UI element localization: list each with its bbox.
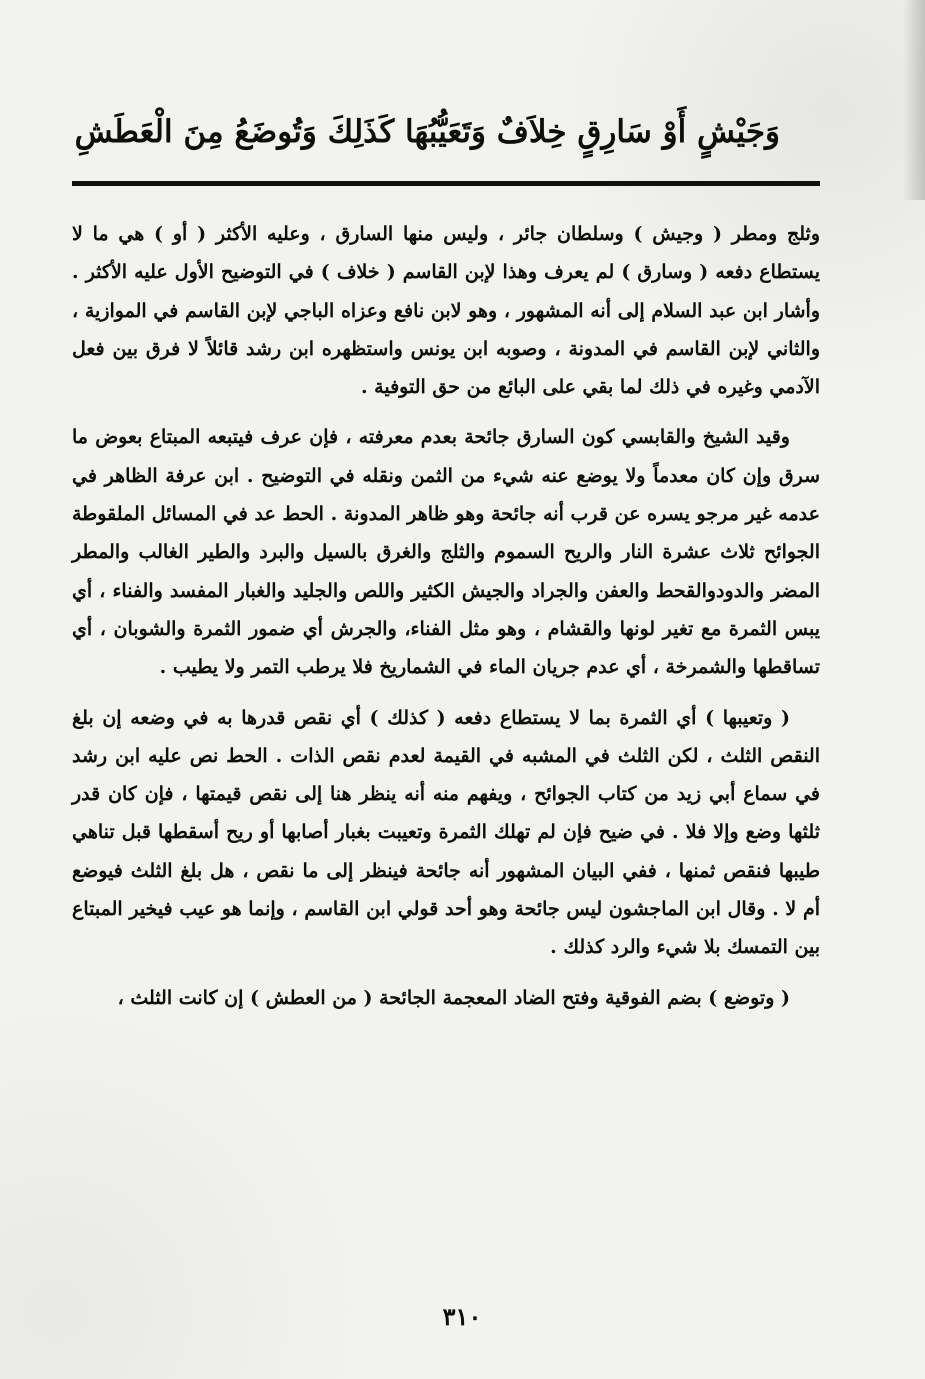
scan-shadow [903,0,925,200]
paragraph-3: ( وتعيبها ) أي الثمرة بما لا يستطاع دفعه ( كذلك ) أي نقص قدرها به في وضعه إن بلغ النقص الثلث ، لكن الثلث في المشبه في القيمة لعدم نقص الذات . الحط نص عليه ابن رشد في سماع أبي زيد من كتاب الجوائح ، ويفهم منه أنه ينظر هنا إلى نقص قيمتها ، فإن كان قدر ثلثها وضع وإلا فلا . في ضيح فإن لم تهلك الثمرة وتعيبت بغبار أصابها أو ريح أسقطها قبل تناهي طيبها فنقص ثمنها ، ففي البيان المشهور أنه جائحة فينظر إلى ما نقص ، هل بلغ الثلث فيوضع أم لا . وقال ابن الماجشون ليس جائحة وهو أحد قولي ابن القاسم ، وإنما هو عيب فيخير المبتاع بين التمسك بلا شيء والرد كذلك . [72,706,820,959]
page-number: ٣١٠ [442,1302,482,1331]
body-text [72,215,820,1029]
paragraph-4: ( وتوضع ) بضم الفوقية وفتح الضاد المعجمة الجائحة ( من العطش ) إن كانت الثلث ، [117,986,790,1009]
paragraph-2: وقيد الشيخ والقابسي كون السارق جائحة بعدم معرفته ، فإن عرف فيتبعه المبتاع بعوض ما سرق وإن كان معدماً ولا يوضع عنه شيء من الثمن ونقله في التوضيح . ابن عرفة الظاهر في عدمه غير مرجو يسره عن قرب أنه جائحة وهو ظاهر المدونة . الحط عد في المسائل الملقوطة الجوائح ثلاث عشرة النار والريح السموم والثلج والغرق بالسيل والبرد والطير الغالب والمطر المضر والدودوالقحط والعفن والجراد والجيش الكثير واللص والجليد والغبار المفسد والفناء ، أي يبس الثمرة مع تغير لونها والقشام ، وهو مثل الفناء، والجرش أي ضمور الثمرة والشوبان ، أي تساقطها والشمرخة ، أي عدم جريان الماء في الشماريخ فلا يرطب التمر ولا يطيب . [72,426,820,679]
paragraph-1: وثلج ومطر ( وجيش ) وسلطان جائر ، وليس منها السارق ، وعليه الأكثر ( أو ) هي ما لا يستطاع دفعه ( وسارق ) لم يعرف وهذا لإبن القاسم ( خلاف ) في التوضيح الأول عليه الأكثر . وأشار ابن عبد السلام إلى أنه المشهور ، وهو لابن نافع وعزاه الباجي لإبن القاسم في الموازية ، والثاني لإبن القاسم في المدونة ، وصوبه ابن يونس واستظهره ابن رشد قائلاً لا فرق بين فعل الآدمي وغيره في ذلك لما بقي على البائع من حق التوفية . [72,223,820,399]
verse-heading: وَجَيْشٍ أَوْ سَارِقٍ خِلاَفٌ وَتَعَيُّبُهَا كَذَلِكَ وَتُوضَعُ مِنَ الْعَطَشِ [74,114,780,150]
heading-rule [72,181,820,186]
